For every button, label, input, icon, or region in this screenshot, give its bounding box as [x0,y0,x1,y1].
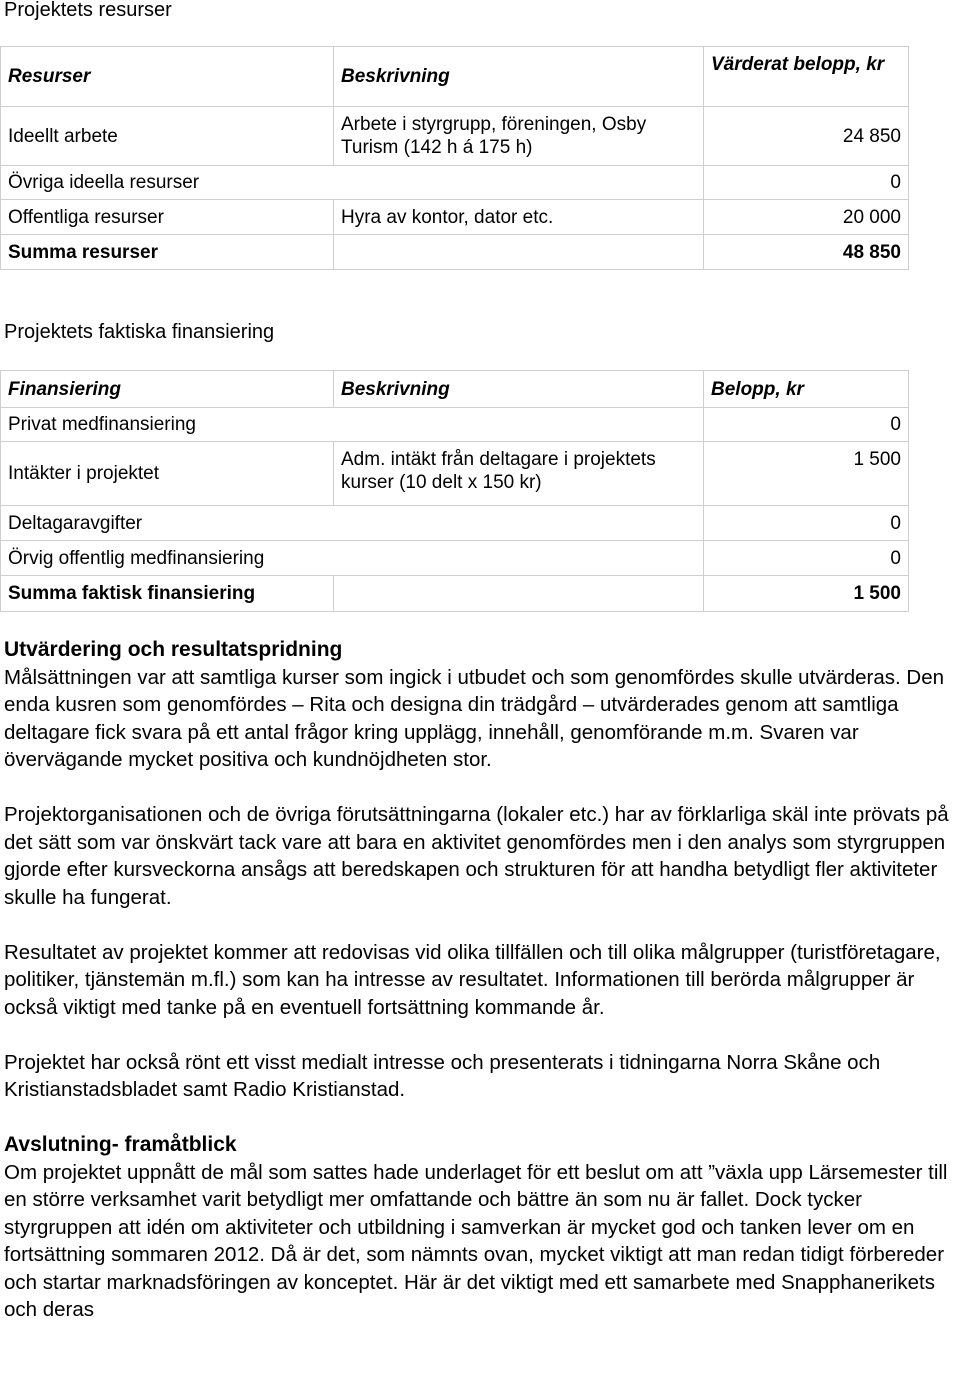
resources-table [0,46,909,270]
total-amount: 1 500 [704,576,909,612]
total-row [1,235,909,270]
row-label: Intäkter i projektet [1,442,334,506]
column-header: Beskrivning [334,47,704,107]
outlook-heading: Avslutning- framåtblick [4,1133,237,1156]
row-label: Deltagaravgifter [1,506,704,541]
row-amount: 0 [704,408,909,442]
empty-cell [334,235,704,270]
table-header-row [1,371,909,408]
row-amount: 0 [704,506,909,541]
table-header-row [1,47,909,107]
table-row [1,166,909,200]
column-header: Beskrivning [334,371,704,408]
paragraph: Projektorganisationen och de övriga förutsättningarna (lokaler etc.) har av förklarliga skäl inte prövats på det sätt som var önskvärt tack vare att bara en aktivitet genomfördes men i den analys som styrgruppen gjorde efter kursveckorna ansågs att beredskapen och strukturen för att handha betydligt fler aktiviteter skulle ha fungerat. [4,803,949,909]
row-amount: 0 [704,166,909,200]
row-description: Hyra av kontor, dator etc. [334,200,704,235]
total-amount: 48 850 [704,235,909,270]
table-row [1,506,909,541]
row-amount: 0 [704,541,909,576]
row-amount: 20 000 [704,200,909,235]
total-label: Summa resurser [1,235,334,270]
column-header: Värderat belopp, kr [704,47,909,107]
row-label: Örvig offentlig medfinansiering [1,541,704,576]
table-row [1,408,909,442]
financing-heading: Projektets faktiska finansiering [4,321,275,343]
column-header: Finansiering [1,371,334,408]
column-header: Belopp, kr [704,371,909,408]
row-label: Ideellt arbete [1,107,334,166]
row-description: Arbete i styrgrupp, föreningen, Osby Turism (142 h á 175 h) [334,107,704,166]
table-row [1,107,909,166]
row-label: Övriga ideella resurser [1,166,704,200]
table-row [1,442,909,506]
paragraph: Projektet har också rönt ett visst medialt intresse och presenterats i tidningarna Norra Skåne och Kristianstadsbladet samt Radio Kristianstad. [4,1050,881,1101]
evaluation-heading: Utvärdering och resultatspridning [4,638,343,661]
table-row [1,200,909,235]
paragraph: Om projektet uppnått de mål som sattes hade underlaget för ett beslut om att ”växla upp Lärsemester till en större verksamhet varit betydligt mer omfattande och bättre än som nu är fallet. Dock tycker styrgruppen att idén om aktiviteter och utbildning i samverkan är mycket god och tanken lever om en fortsättning sommaren 2012. Då är det, som nämnts ovan, mycket viktigt att man redan tidigt förbereder och startar marknadsföringen av konceptet. Här är det viktigt med ett samarbete med Snapphanerikets och deras [4,1160,948,1321]
row-label: Privat medfinansiering [1,408,704,442]
table-row [1,541,909,576]
paragraph: Resultatet av projektet kommer att redovisas vid olika tillfällen och till olika målgrupper (turistföretagare, politiker, tjänstemän m.fl.) som kan ha intresse av resultatet. Informationen till berörda målgrupper är också viktigt med tanke på en eventuell fortsättning kommande år. [4,940,941,1019]
total-row [1,576,909,612]
row-label: Offentliga resurser [1,200,334,235]
row-amount: 24 850 [704,107,909,166]
evaluation-section [4,636,960,1324]
row-description: Adm. intäkt från deltagare i projektets kurser (10 delt x 150 kr) [334,442,704,506]
resources-heading: Projektets resurser [4,0,172,21]
financing-table [0,370,909,612]
total-label: Summa faktisk finansiering [1,576,334,612]
column-header: Resurser [1,47,334,107]
empty-cell [334,576,704,612]
row-amount: 1 500 [704,442,909,506]
paragraph: Målsättningen var att samtliga kurser som ingick i utbudet och som genomfördes skulle utvärderas. Den enda kusren som genomfördes – Rita och designa din trädgård – utvärderades genom att samtliga deltagare fick svara på ett antal frågor kring upplägg, innehåll, genomförande m.m. Svaren var övervägande mycket positiva och kundnöjdheten stor. [4,665,945,771]
